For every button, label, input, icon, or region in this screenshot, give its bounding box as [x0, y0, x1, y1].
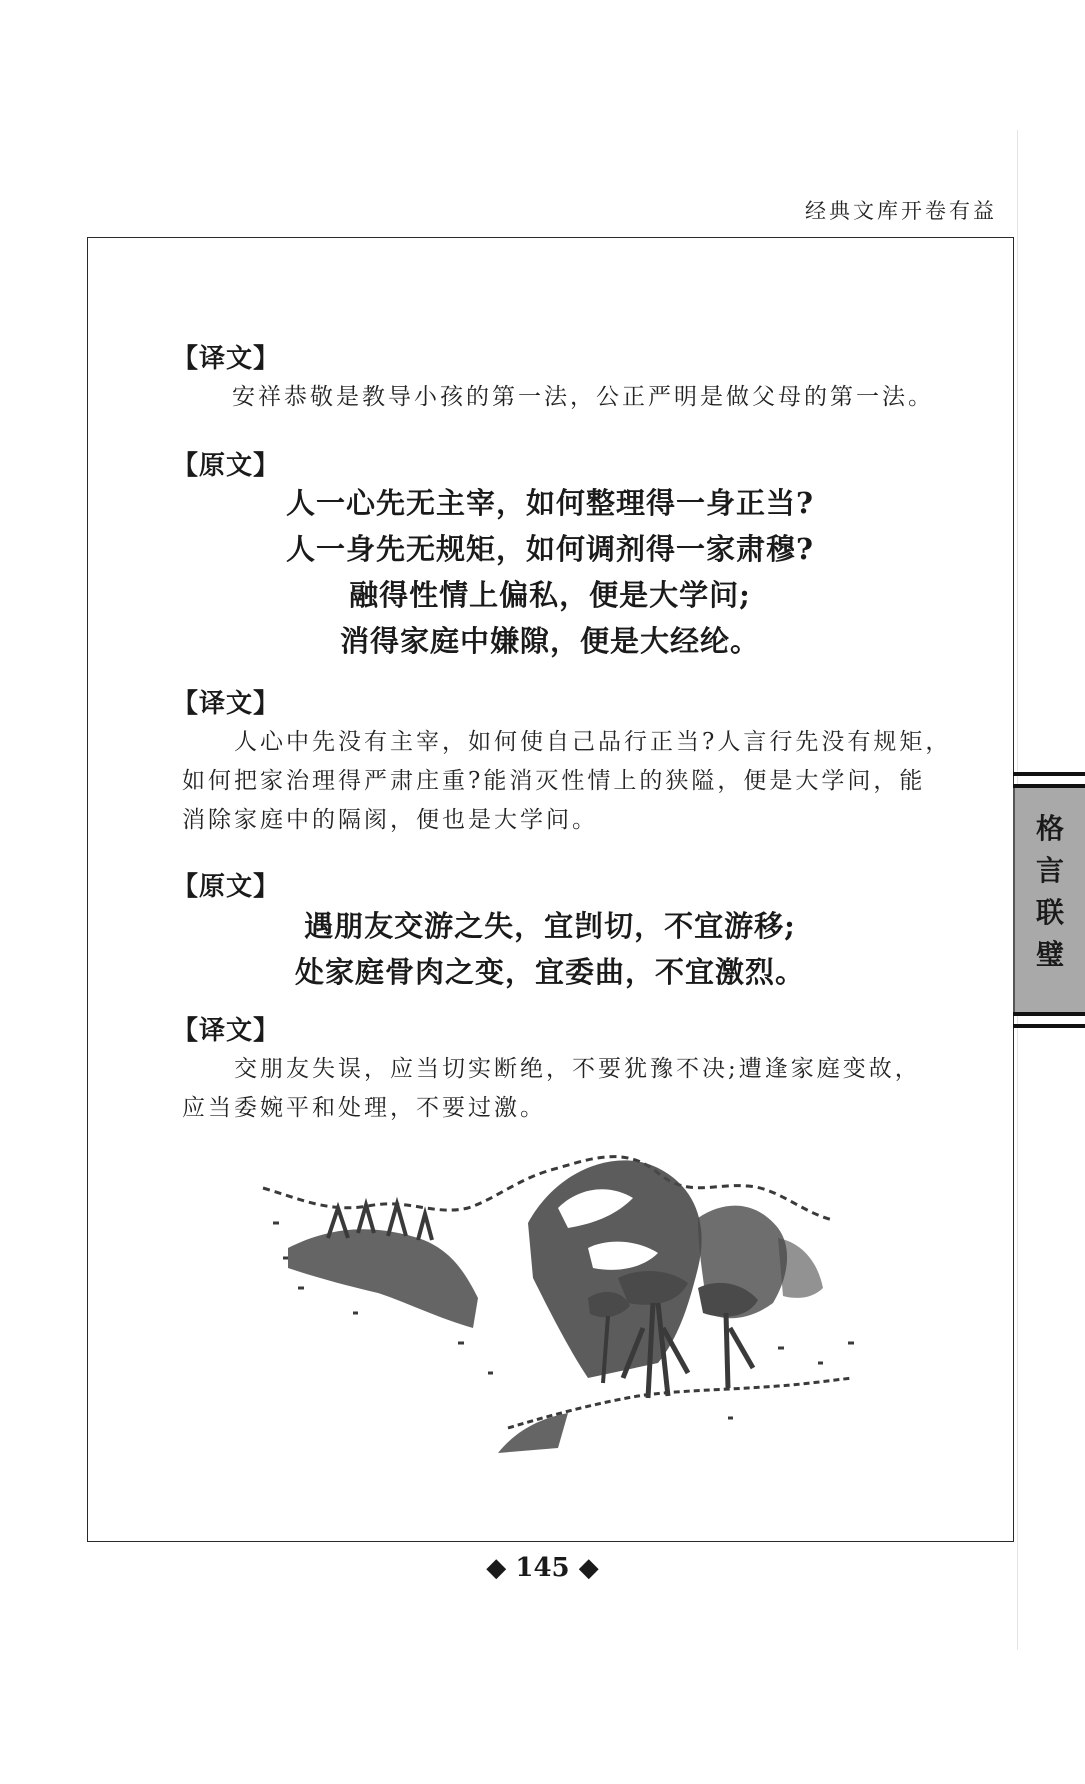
- diamond-icon: ◆: [578, 1553, 599, 1583]
- tab-char: 言: [1035, 854, 1064, 887]
- diamond-icon: ◆: [486, 1553, 507, 1583]
- running-header: 经典文库开卷有益: [805, 199, 997, 223]
- page-number: [0, 1553, 1085, 1583]
- verse-line: 消得家庭中嫌隙，便是大经纶。: [339, 624, 760, 658]
- verse-line: 遇朋友交游之失，宜剀切，不宜游移;: [304, 909, 796, 943]
- tab-char: 格: [1035, 812, 1064, 845]
- section-label: 【译文】: [172, 1016, 281, 1046]
- translation-line: 人心中先没有主宰，如何使自己品行正当?人言行先没有规矩，: [234, 729, 952, 755]
- page-number-value: 145: [515, 1553, 570, 1583]
- tab-char: 璧: [1035, 938, 1064, 971]
- landscape-ink-drawing-icon: [258, 1128, 878, 1458]
- translation-line: 消除家庭中的隔阂，便也是大学问。: [182, 807, 598, 833]
- side-thumb-tab: [1013, 772, 1085, 1028]
- tab-border-top: [1013, 772, 1085, 788]
- section-label: 【原文】: [172, 872, 281, 902]
- translation-line: 安祥恭敬是教导小孩的第一法，公正严明是做父母的第一法。: [232, 384, 934, 410]
- translation-line: 交朋友失误，应当切实断绝，不要犹豫不决;遭逢家庭变故，: [234, 1056, 921, 1082]
- section-label: 【译文】: [172, 689, 281, 719]
- translation-line: 应当委婉平和处理，不要过激。: [182, 1095, 546, 1121]
- verse-line: 人一心先无主宰，如何整理得一身正当?: [286, 486, 814, 520]
- tab-border-bottom: [1013, 1012, 1085, 1028]
- verse-line: 处家庭骨肉之变，宜委曲，不宜激烈。: [294, 955, 805, 989]
- translation-line: 如何把家治理得严肃庄重?能消灭性情上的狭隘，便是大学问，能: [182, 768, 926, 794]
- verse-line: 融得性情上偏私，便是大学问;: [349, 578, 751, 612]
- translation-paragraph: [182, 1050, 921, 1128]
- section-label: 【译文】: [172, 344, 281, 374]
- translation-paragraph: [182, 723, 951, 840]
- tab-body: [1013, 788, 1085, 1012]
- tab-char: 联: [1035, 896, 1064, 929]
- verse-line: 人一身先无规矩，如何调剂得一家肃穆?: [286, 532, 814, 566]
- tab-title: [1015, 808, 1085, 976]
- section-label: 【原文】: [172, 451, 281, 481]
